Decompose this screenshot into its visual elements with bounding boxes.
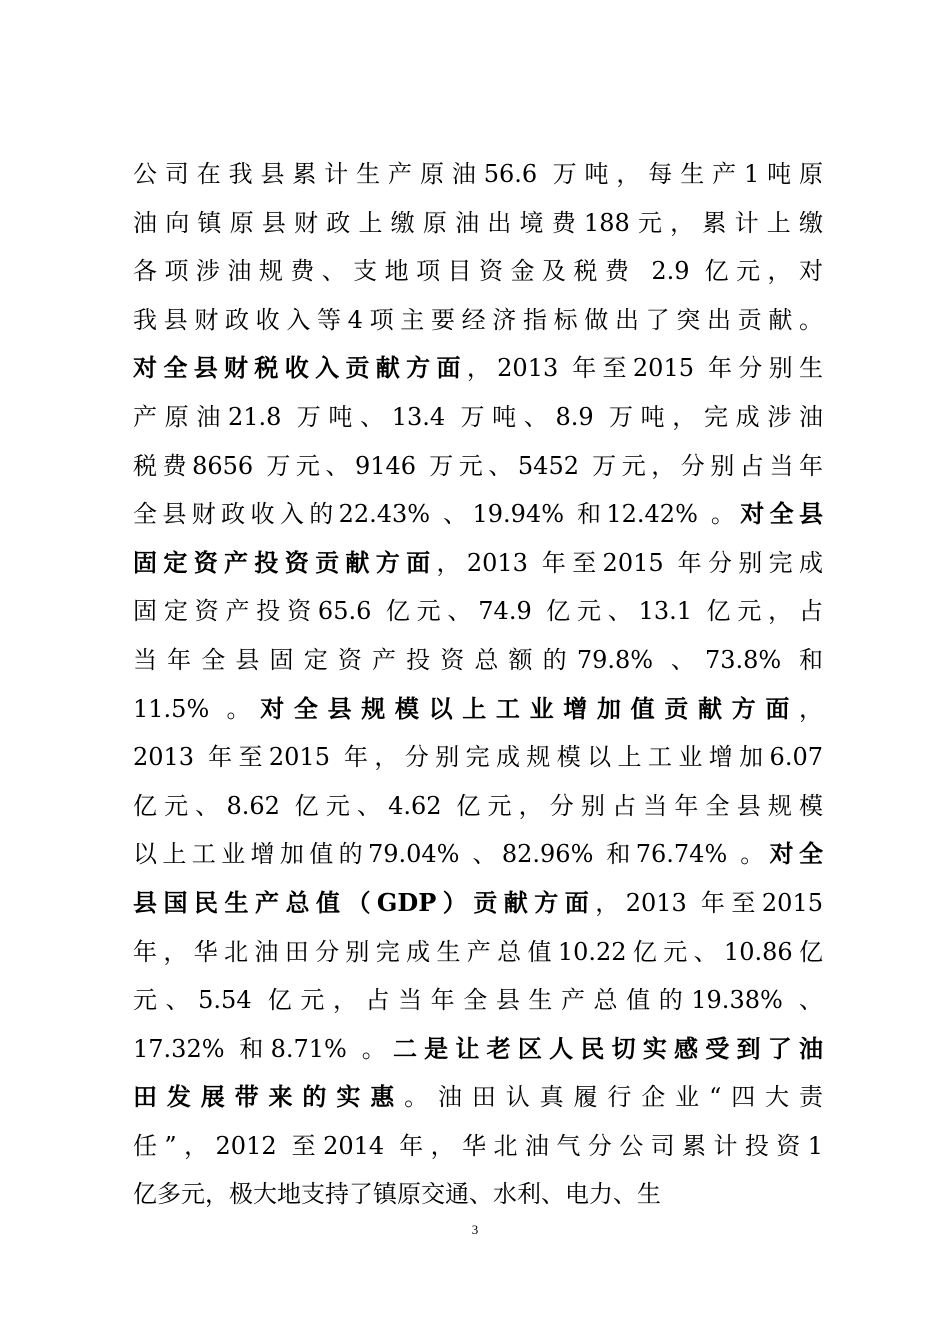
text-line xyxy=(133,1025,823,1074)
text-line xyxy=(133,539,823,588)
bold-heading-text: 对全县 xyxy=(740,499,824,529)
bold-heading-text: 对全县规模以上工业增加值贡献方面 xyxy=(260,693,799,723)
body-text-segment: ， xyxy=(799,694,823,723)
bold-heading-text: 二是让老区人民切实感受到了油 xyxy=(392,1033,823,1063)
body-text-segment: 产原油21.8 万吨、13.4 万吨、8.9 万吨，完成涉油 xyxy=(133,402,823,431)
body-text-segment: 以上工业增加值的79.04% 、82.96% 和76.74% 。 xyxy=(133,840,770,869)
bold-heading-text: 田发展带来的实惠 xyxy=(133,1082,405,1112)
text-line xyxy=(133,1170,823,1219)
body-text-segment: 。油田认真履行企业“四大责 xyxy=(404,1083,823,1112)
body-text-segment: 全县财政收入的22.43% 、19.94% 和12.42% 。 xyxy=(133,500,741,529)
text-line xyxy=(133,199,823,248)
body-text-segment: 亿元、8.62 亿元、4.62 亿元，分别占当年全县规模 xyxy=(133,791,823,820)
body-text-segment: 11.5% 。 xyxy=(133,694,261,723)
body-text-segment: ，2013 年至2015 xyxy=(595,888,823,917)
body-text-segment: 元、5.54 亿元，占当年全县生产总值的19.38% 、 xyxy=(133,986,823,1015)
body-text-segment: 当年全县固定资产投资总额的79.8% 、73.8% 和 xyxy=(133,645,823,674)
text-line xyxy=(133,1073,823,1122)
body-text-segment: 2013 年至2015 年，分别完成规模以上工业增加6.07 xyxy=(133,743,823,772)
text-line xyxy=(133,830,823,879)
text-line xyxy=(133,150,823,199)
body-text-segment: ，2013 年至2015 年分别生 xyxy=(466,354,823,383)
text-line xyxy=(133,976,823,1025)
body-text-segment: ，2013 年至2015 年分别完成 xyxy=(436,548,823,577)
text-line xyxy=(133,344,823,393)
body-text-segment: 任”，2012 至2014 年，华北油气分公司累计投资1 xyxy=(133,1131,823,1160)
bold-heading-text: 固定资产投资贡献方面 xyxy=(133,547,437,577)
text-line xyxy=(133,879,823,928)
body-text-segment: 固定资产投资65.6 亿元、74.9 亿元、13.1 亿元，占 xyxy=(133,597,823,626)
body-text-segment: 亿多元，极大地支持了镇原交通、水利、电力、生 xyxy=(133,1180,661,1209)
text-line xyxy=(133,782,823,831)
body-text-segment: 年，华北油田分别完成生产总值10.22亿元、10.86亿 xyxy=(133,937,823,966)
text-line xyxy=(133,928,823,977)
body-text xyxy=(133,150,823,1219)
text-line xyxy=(133,587,823,636)
text-line xyxy=(133,442,823,491)
page-number: 3 xyxy=(471,1222,479,1237)
bold-heading-text: 对全县财税收入贡献方面 xyxy=(133,353,467,383)
text-line xyxy=(133,247,823,296)
text-line xyxy=(133,733,823,782)
body-text-segment: 税费8656 万元、9146 万元、5452 万元，分别占当年 xyxy=(133,451,823,480)
text-line xyxy=(133,296,823,345)
text-line xyxy=(133,490,823,539)
bold-heading-text: 县国民生产总值（GDP）贡献方面 xyxy=(133,887,596,917)
body-text-segment: 各项涉油规费、支地项目资金及税费 2.9 亿元，对 xyxy=(133,257,823,286)
bold-heading-text: 对全 xyxy=(769,839,824,869)
body-text-segment: 17.32% 和8.71% 。 xyxy=(133,1034,393,1063)
body-text-segment: 我县财政收入等4项主要经济指标做出了突出贡献。 xyxy=(133,305,823,334)
body-text-segment: 公司在我县累计生产原油56.6 万吨，每生产1吨原 xyxy=(133,160,823,188)
text-line xyxy=(133,393,823,442)
body-text-segment: 油向镇原县财政上缴原油出境费188元，累计上缴 xyxy=(133,208,823,237)
text-line xyxy=(133,1122,823,1171)
text-line xyxy=(133,636,823,685)
text-line xyxy=(133,685,823,734)
